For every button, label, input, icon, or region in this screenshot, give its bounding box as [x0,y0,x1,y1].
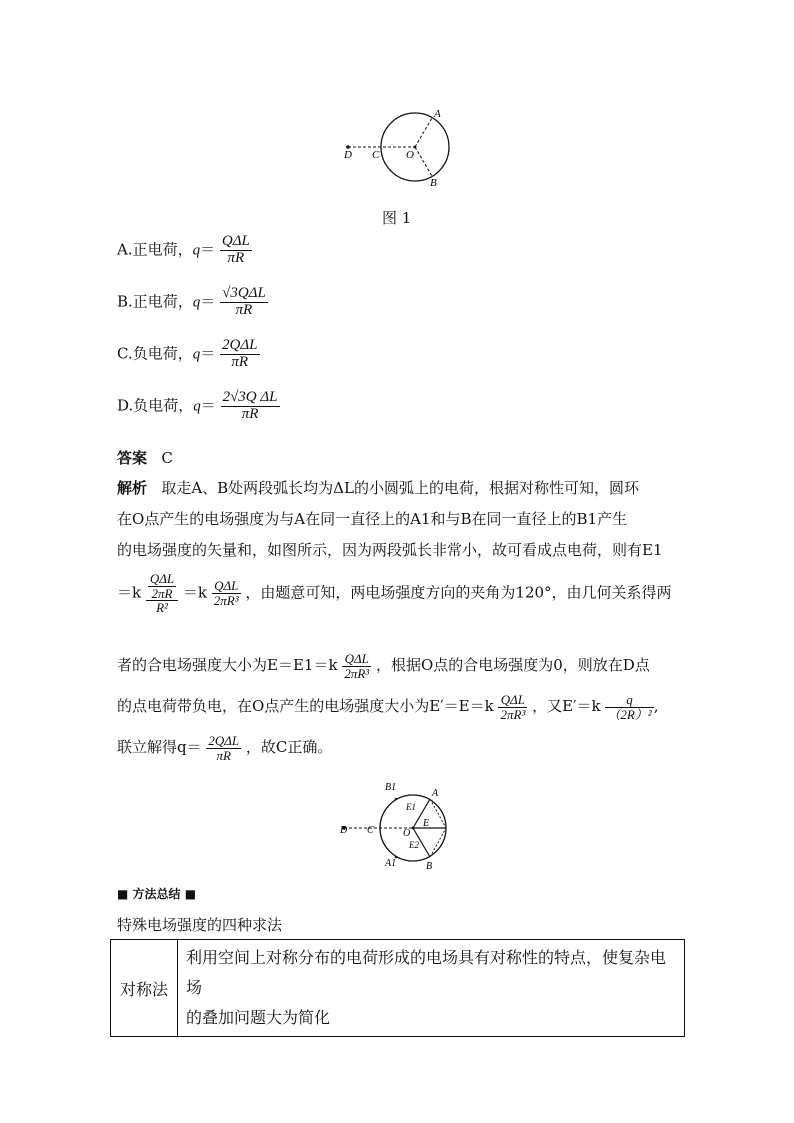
fig1-label-c: C [372,149,380,161]
option-a-prefix: A.正电荷， [117,240,193,259]
option-d [117,390,280,423]
frac-a-den: 2πR³ [213,592,239,608]
fig1-label-o: O [406,149,414,161]
answer-value: C [161,449,173,467]
analysis-text-6a: 的点电荷带负电，在O点产生的电场强度大小为E′＝E＝k [117,697,494,716]
fig2-label-a: A [432,788,439,799]
frac-d-num: q [605,693,653,708]
option-c-num: 2QΔL [222,337,258,353]
analysis-text-5b: ，根据O点的合电场强度为0，则放在D点 [375,656,650,675]
option-a [117,234,252,267]
option-c-q: q [192,346,201,363]
eq-k-1: ＝k [117,583,142,602]
compound-den: R² [156,600,168,616]
option-a-eq: ＝ [200,240,216,259]
fig2-label-e2: E2 [409,840,419,850]
frac-e-den: πR [216,747,231,763]
option-c-den: πR [231,353,249,370]
option-a-den: πR [227,249,245,266]
analysis-line-3: 的电场强度的矢量和，如图所示，因为两段弧长非常小，故可看成点电荷，则有E1 [117,541,663,559]
option-b [117,286,268,319]
eq-k-2: ＝k [182,583,207,602]
frac-d-den: （2R）² [607,706,652,722]
analysis-text-6b: ，又E′＝k [532,697,601,716]
option-b-fraction [220,286,268,319]
analysis-text-1: 取走A、B处两段弧长均为ΔL的小圆弧上的电荷，根据对称性可知，圆环 [161,479,639,497]
analysis-text-7b: ，故C正确。 [245,738,333,757]
answer-label: 答案 [117,449,148,467]
fig1-label-a: A [434,108,441,120]
option-d-prefix: D.负电荷， [117,396,194,415]
frac-c-den: 2πR³ [500,706,526,722]
fraction-qdl-2pir3-b [342,652,371,680]
fig2-label-o: O [403,828,411,839]
option-d-num: 2√3Q ΔL [222,389,278,405]
analysis-text-7a: 联立解得q＝ [117,738,202,757]
option-c [117,338,260,371]
method-description-line-2: 的叠加问题大为简化 [186,1008,331,1027]
methods-table [110,939,685,1037]
fraction-qdl-2pir3-c [498,693,527,721]
fig2-label-e: E [423,818,430,829]
compound-fraction [146,572,178,615]
answer-line [117,447,173,468]
option-b-eq: ＝ [200,292,216,311]
option-a-fraction [220,234,252,267]
option-b-num: √3QΔL [222,285,266,301]
analysis-line-7 [117,734,332,762]
option-a-q: q [192,242,201,259]
fig1-label-b: B [430,177,437,189]
analysis-line-5 [117,652,650,680]
option-d-q: q [193,398,201,415]
inner-den: 2πR [151,585,173,601]
summary-subtitle: 特殊电场强度的四种求法 [117,916,283,934]
section-title: ■ 方法总结 ■ [117,887,197,901]
fraction-qdl-2pir3-a [212,579,241,607]
fig1-label-d: D [344,149,352,161]
fig2-label-e1: E1 [406,802,416,812]
figure-2 [330,778,470,870]
analysis-text-5a: 者的合电场强度大小为E＝E1＝k [117,656,338,675]
fig2-label-b1: B1 [385,782,397,793]
fig2-label-d: D [340,825,348,836]
method-name-cell: 对称法 [111,940,178,1037]
analysis-label: 解析 [117,479,148,497]
option-c-fraction [220,338,259,371]
frac-c-num: QΔL [498,693,527,708]
table-row [111,940,685,1037]
fig2-label-b: B [426,861,433,870]
method-description-line-1: 利用空间上对称分布的电荷形成的电场具有对称性的特点，使复杂电场 [186,948,667,997]
analysis-line-2: 在O点产生的电场强度为与A在同一直径上的A1和与B在同一直径上的B1产生 [117,510,628,528]
option-b-prefix: B.正电荷， [117,292,193,311]
analysis-line-1 [117,477,639,498]
option-d-fraction [221,390,280,423]
frac-e-num: 2QΔL [208,733,240,748]
option-b-q: q [192,294,201,311]
fraction-final [206,734,241,762]
figure-1 [330,100,470,200]
option-c-eq: ＝ [200,344,216,363]
option-d-eq: ＝ [200,396,216,415]
option-a-num: QΔL [221,233,250,249]
option-b-den: πR [235,301,253,318]
analysis-line-6: 的点电荷带负电，在O点产生的电场强度大小为E′＝E＝k $\frac{\text{QΔL}}{\text{2πR³}}$ ，又E′＝k $\frac{q}{\text{（2R）²}}$ , [117,692,659,722]
figure-1-caption: 图 1 [382,209,412,227]
fraction-q-2r2 [605,693,653,721]
inner-num: QΔL [149,571,175,586]
fig2-label-a1: A1 [385,858,397,869]
inner-fraction [148,572,176,600]
fig2-label-c: C [367,825,374,836]
frac-b-num: QΔL [342,652,371,667]
frac-a-num: QΔL [212,579,241,594]
option-d-den: πR [241,405,259,422]
compound-num [146,572,178,601]
analysis-text-4: ，由题意可知，两电场强度方向的夹角为120°，由几何关系得两 [245,583,672,602]
option-c-prefix: C.负电荷， [117,344,193,363]
frac-b-den: 2πR³ [344,665,370,681]
method-description-cell [178,940,685,1037]
analysis-line-4 [117,572,672,615]
